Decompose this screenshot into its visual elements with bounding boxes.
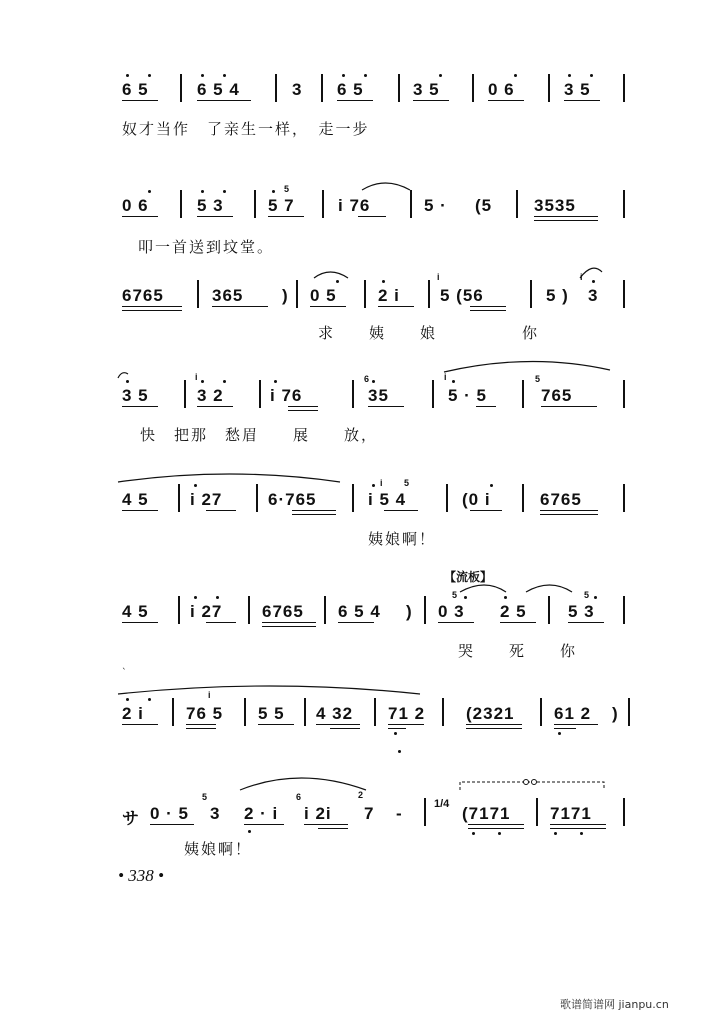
notes-measure: 6765 xyxy=(262,602,304,621)
notes-measure: 3 xyxy=(588,286,599,305)
notes-measure: 6 5 4 xyxy=(338,602,381,621)
notes-measure: 5 3 xyxy=(568,602,595,621)
notes-measure: 765 xyxy=(541,386,573,405)
notes-measure: i 27 xyxy=(190,602,223,621)
notes-measure: 6765 xyxy=(540,490,582,509)
notes-measure: ) xyxy=(612,704,619,723)
notes-measure: 0 6 xyxy=(122,196,149,215)
lyric-line: 快 把那 愁眉 展 放， xyxy=(140,426,379,444)
grace-note: i xyxy=(380,478,383,488)
stray-mark: ` xyxy=(122,668,127,678)
grace-note: 5 xyxy=(404,478,410,488)
grace-note: i xyxy=(437,272,440,282)
notes-measure: 6 5 xyxy=(122,80,149,99)
time-signature: 1/4 xyxy=(434,798,450,810)
grace-note: 5 xyxy=(284,184,290,194)
notes-measure: 5 5 xyxy=(258,704,285,723)
notes-measure: ) xyxy=(406,602,413,621)
notes-measure: 35 xyxy=(368,386,389,405)
lyric-line: 哭 死 你 xyxy=(458,642,578,660)
lyric-line: 求 姨 娘 你 xyxy=(318,324,540,342)
lyric-line: 姨娘啊！ xyxy=(184,840,253,858)
notes-measure: 5 · 5 xyxy=(448,386,488,405)
notes-measure: 5 · xyxy=(424,196,447,215)
notes-measure: 3 5 xyxy=(413,80,440,99)
notes-measure: 0 · 5 xyxy=(150,804,190,823)
notes-measure: 0 6 xyxy=(488,80,515,99)
notes-measure: 3 xyxy=(210,804,221,823)
notes-measure: 7 xyxy=(364,804,375,823)
grace-note: i xyxy=(208,690,211,700)
notes-measure: 0 3 xyxy=(438,602,465,621)
notes-measure: i 76 xyxy=(338,196,371,215)
notes-measure: 3535 xyxy=(534,196,576,215)
notes-measure: 2 5 xyxy=(500,602,527,621)
notes-measure: ) xyxy=(282,286,289,305)
notes-measure: 3 5 xyxy=(122,386,149,405)
notes-measure: 3 2 xyxy=(197,386,224,405)
notes-measure: 6765 xyxy=(122,286,164,305)
notes-measure: 3 5 xyxy=(564,80,591,99)
notes-measure: 7171 xyxy=(550,804,592,823)
notes-measure: 76 5 xyxy=(186,704,224,723)
notes-measure: 5 ) xyxy=(546,286,569,305)
notes-measure: 5 3 xyxy=(197,196,224,215)
grace-note: i xyxy=(444,372,447,382)
page-number: • 338 • xyxy=(118,866,164,885)
notes-measure: i 27 xyxy=(190,490,223,509)
notes-measure: i 76 xyxy=(270,386,303,405)
notes-measure: i 5 4 xyxy=(368,490,407,509)
notes-measure: 2 i xyxy=(378,286,400,305)
notes-measure: 0 5 xyxy=(310,286,337,305)
notes-measure: i 2i xyxy=(304,804,332,823)
grace-note: 6 xyxy=(296,792,302,802)
lyric-line: 姨娘啊！ xyxy=(368,530,437,548)
notes-measure: 6 5 4 xyxy=(197,80,240,99)
grace-note: i xyxy=(580,272,583,282)
grace-note: 5 xyxy=(202,792,208,802)
notes-measure: 71 2 xyxy=(388,704,426,723)
notes-measure: 6·765 xyxy=(268,490,317,509)
notes-measure: 5 (56 xyxy=(440,286,484,305)
notes-measure: 365 xyxy=(212,286,244,305)
grace-note: 5 xyxy=(584,590,590,600)
notes-measure: 6 5 xyxy=(337,80,364,99)
tempo-free-mark: サ xyxy=(122,809,140,828)
notes-measure: 4 5 xyxy=(122,490,149,509)
grace-note: i xyxy=(195,372,198,382)
notes-measure: (0 i xyxy=(462,490,491,509)
grace-note: 5 xyxy=(535,374,541,384)
notes-measure: 2 i xyxy=(122,704,144,723)
notes-measure: (5 xyxy=(475,196,493,215)
notes-measure: (7171 xyxy=(462,804,511,823)
notes-measure: (2321 xyxy=(466,704,515,723)
notes-measure: - xyxy=(396,804,403,823)
notes-measure: 2 · i xyxy=(244,804,279,823)
grace-note: 2 xyxy=(358,790,364,800)
watermark: 歌谱简谱网 jianpu.cn xyxy=(560,998,669,1011)
notes-measure: 61 2 xyxy=(554,704,592,723)
notes-measure: 5 7 xyxy=(268,196,295,215)
notes-measure: 4 5 xyxy=(122,602,149,621)
section-label: 【流板】 xyxy=(444,570,493,584)
lyric-line: 奴才当作 了亲生一样， 走一步 xyxy=(122,120,370,138)
notes-measure: 3 xyxy=(292,80,303,99)
grace-note: 5 xyxy=(452,590,458,600)
notes-measure: 4 32 xyxy=(316,704,354,723)
grace-note: 6 xyxy=(364,374,370,384)
lyric-line: 叩一首送到坟堂。 xyxy=(138,238,275,256)
